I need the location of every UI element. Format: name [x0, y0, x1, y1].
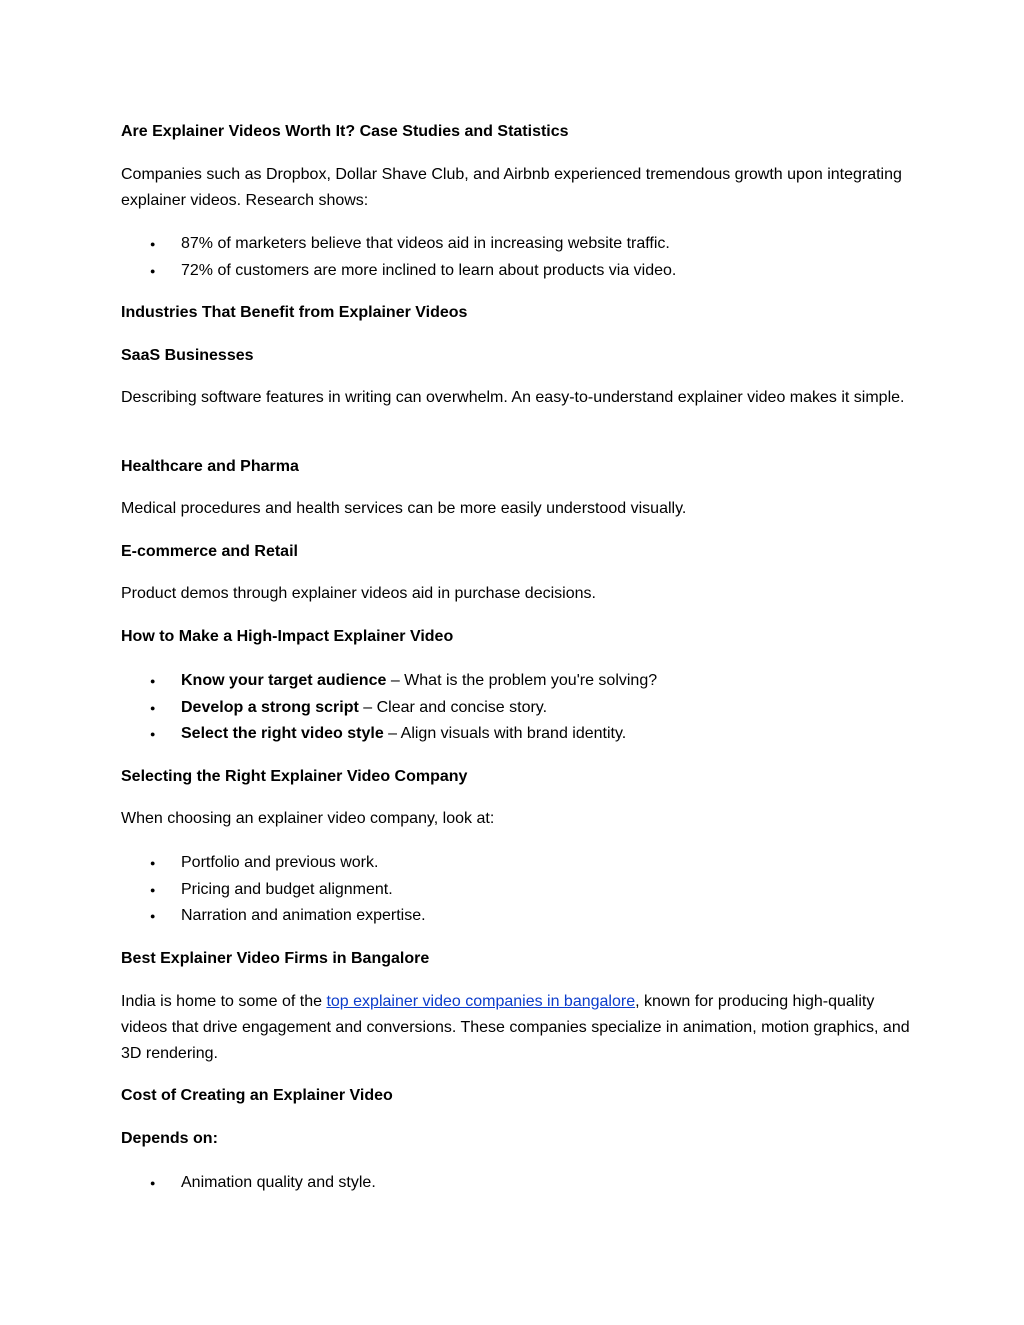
- list-item: ● Narration and animation expertise.: [121, 903, 901, 930]
- heading-case-studies: Are Explainer Videos Worth It? Case Studies and Statistics: [121, 123, 569, 140]
- paragraph-ecommerce: Product demos through explainer videos aid in purchase decisions.: [121, 585, 596, 602]
- paragraph-india: [121, 989, 921, 1067]
- heading-how-to-make: How to Make a High-Impact Explainer Video: [121, 628, 454, 645]
- paragraph-saas: Describing software features in writing can overwhelm. An easy-to-understand explainer video makes it simple.: [121, 389, 905, 406]
- list-item: [121, 695, 901, 722]
- list-item: ● 72% of customers are more inclined to learn about products via video.: [121, 258, 901, 285]
- step-title: Develop a strong script: [181, 698, 359, 716]
- stats-list: [121, 231, 901, 284]
- step-text: – Clear and concise story.: [358, 698, 548, 716]
- heading-ecommerce: E-commerce and Retail: [121, 543, 298, 560]
- list-item: ● Animation quality and style.: [121, 1170, 901, 1197]
- list-item: ● Pricing and budget alignment.: [121, 877, 901, 904]
- steps-list: [121, 668, 901, 748]
- heading-best-firms: Best Explainer Video Firms in Bangalore: [121, 950, 430, 967]
- list-item: [121, 721, 901, 748]
- step-text: – Align visuals with brand identity.: [383, 725, 627, 742]
- list-item: ● 87% of marketers believe that videos aid in increasing website traffic.: [121, 231, 901, 258]
- paragraph-healthcare: Medical procedures and health services can be more easily understood visually.: [121, 500, 687, 517]
- factors-list: [121, 1170, 901, 1197]
- paragraph-choosing: When choosing an explainer video company, look at:: [121, 810, 495, 827]
- step-title: Select the right video style: [181, 725, 384, 742]
- bangalore-companies-link[interactable]: top explainer video companies in bangalore: [326, 993, 636, 1010]
- step-text: – What is the problem you're solving?: [386, 672, 658, 689]
- paragraph-text: India is home to some of the: [121, 993, 327, 1010]
- paragraph-text: , known for producing high-quality videos that drive engagement and conversions. These companies specialize in animation, motion graphics, and 3D rendering.: [121, 993, 910, 1062]
- heading-depends-on: Depends on:: [121, 1130, 218, 1147]
- criteria-list: [121, 850, 901, 930]
- heading-healthcare: Healthcare and Pharma: [121, 458, 299, 475]
- list-item: ● Portfolio and previous work.: [121, 850, 901, 877]
- list-item: [121, 668, 901, 695]
- step-title: Know your target audience: [181, 672, 387, 689]
- heading-cost: Cost of Creating an Explainer Video: [121, 1087, 393, 1104]
- heading-saas: SaaS Businesses: [121, 347, 254, 364]
- paragraph-companies: Companies such as Dropbox, Dollar Shave Club, and Airbnb experienced tremendous growth upon integrating explainer videos. Research shows:: [121, 166, 902, 209]
- heading-selecting-company: Selecting the Right Explainer Video Company: [121, 768, 468, 785]
- heading-industries: Industries That Benefit from Explainer Videos: [121, 304, 468, 321]
